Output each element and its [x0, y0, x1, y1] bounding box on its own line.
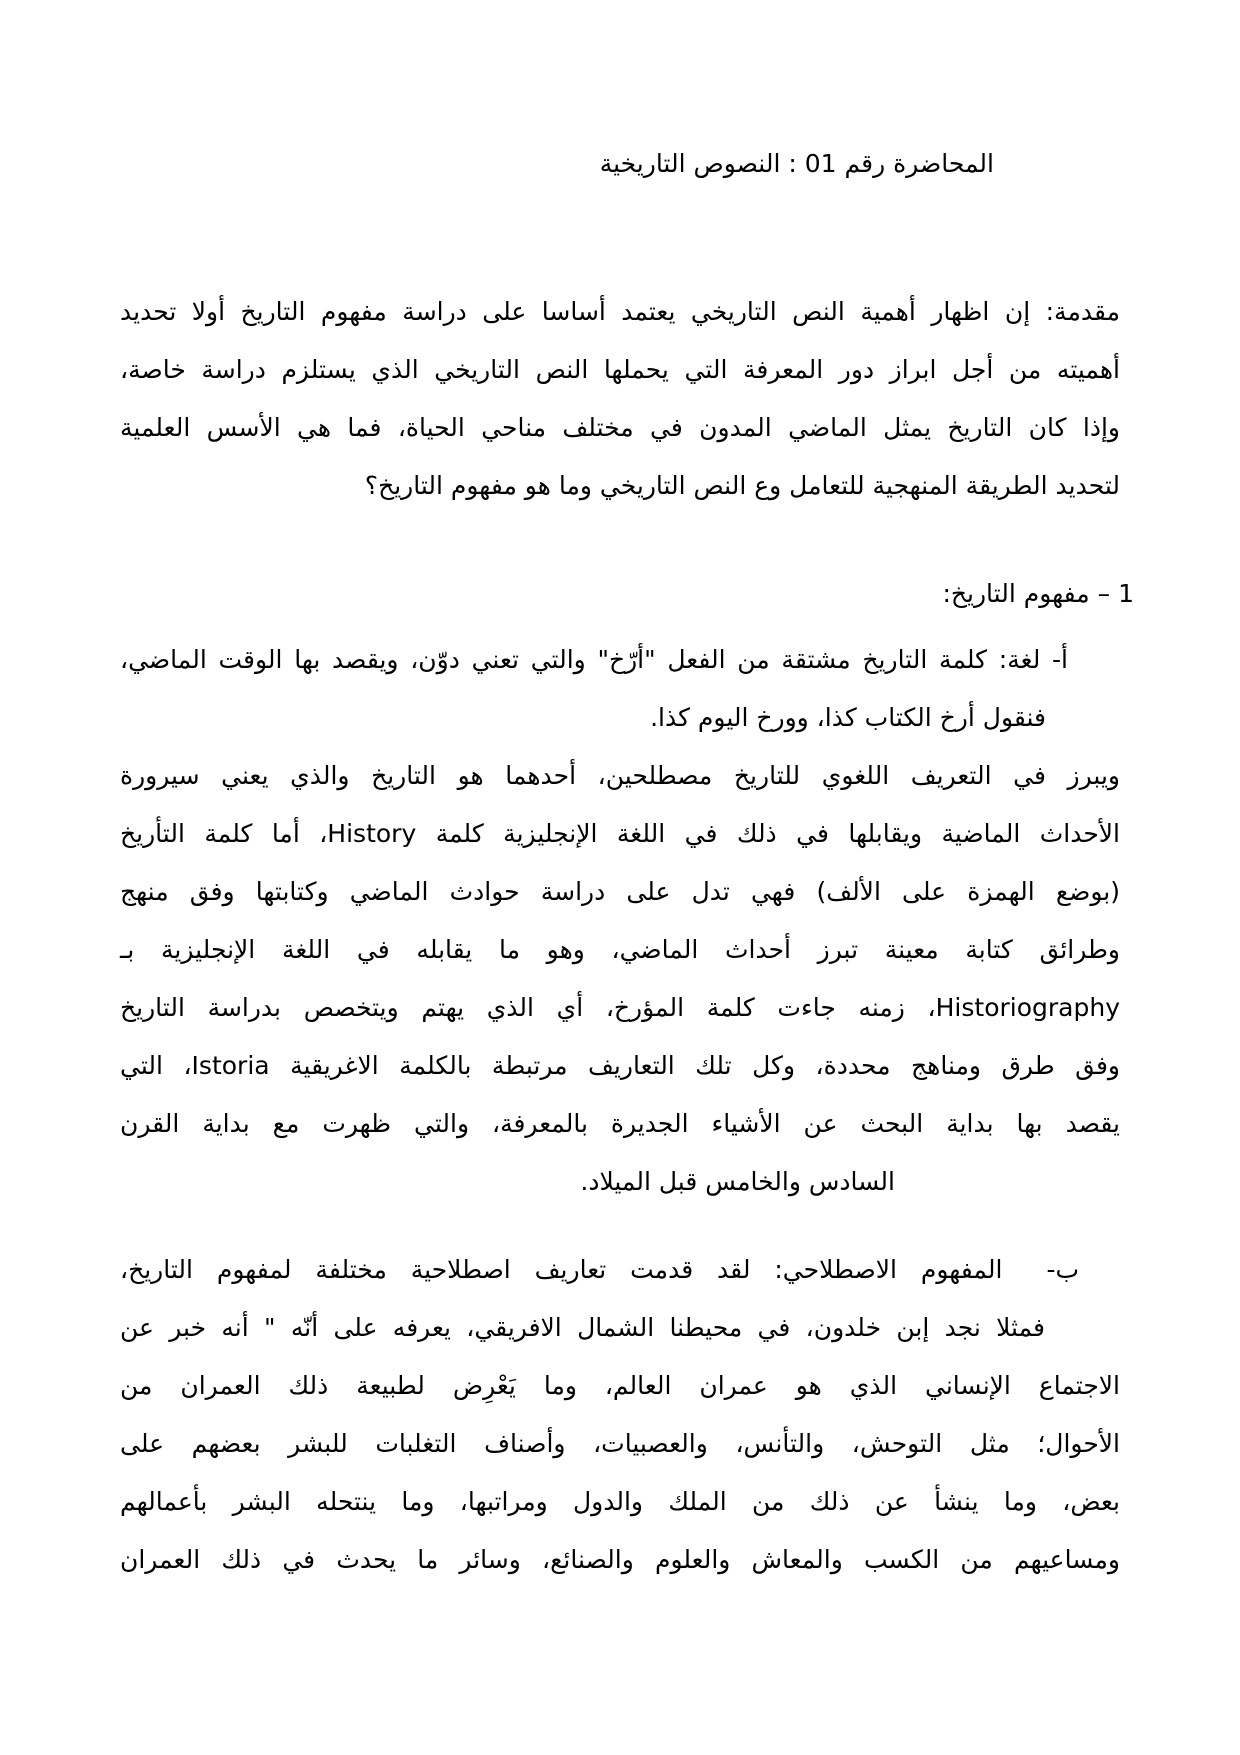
ling-line-4: وطرائق كتابة معينة تبرز أحداث الماضي، وهو ما يقابله في اللغة الإنجليزية بـ: [120, 935, 1120, 964]
page-title: المحاضرة رقم 01 : النصوص التاريخية: [599, 149, 994, 178]
item-b-line-3: الاجتماع الإنساني الذي هو عمران العالم، وما يَعْرِض لطبيعة ذلك العمران من: [120, 1371, 1120, 1400]
ling-line-6: وفق طرق ومناهج محددة، وكل تلك التعاريف مرتبطة بالكلمة الاغريقية Istoria، التي: [120, 1051, 1120, 1080]
item-b-line-6: ومساعيهم من الكسب والمعاش والعلوم والصنائع، وسائر ما يحدث في ذلك العمران: [120, 1545, 1120, 1574]
item-a-line-1: أ- لغة: كلمة التاريخ مشتقة من الفعل "أرّخ" والتي تعني دوّن، ويقصد بها الوقت الماضي،: [120, 645, 1068, 674]
item-a-definition-linguistic: [120, 631, 1120, 747]
intro-line-1: مقدمة: إن اظهار أهمية النص التاريخي يعتمد أساسا على دراسة مفهوم التاريخ أولا تحديد: [120, 297, 1120, 326]
intro-paragraph: [120, 283, 1120, 515]
item-b-definition-terminological: [120, 1241, 1120, 1589]
item-b-line-1-text: المفهوم الاصطلاحي: لقد قدمت تعاريف اصطلاحية مختلفة لمفهوم التاريخ،: [120, 1255, 1003, 1284]
ling-line-5: Historiography، زمنه جاءت كلمة المؤرخ، أي الذي يهتم ويتخصص بدراسة التاريخ: [120, 993, 1120, 1022]
item-b-line-1: [120, 1241, 1120, 1299]
item-b-marker: ب-: [1046, 1255, 1079, 1284]
ling-line-8: السادس والخامس قبل الميلاد.: [580, 1167, 895, 1196]
intro-line-3: وإذا كان التاريخ يمثل الماضي المدون في مختلف مناحي الحياة، فما هي الأسس العلمية: [120, 413, 1120, 442]
ling-line-2: الأحداث الماضية ويقابلها في ذلك في اللغة الإنجليزية كلمة History، أما كلمة التأريخ: [120, 819, 1120, 848]
ling-line-7: يقصد بها بداية البحث عن الأشياء الجديرة بالمعرفة، والتي ظهرت مع بداية القرن: [120, 1109, 1120, 1138]
ling-line-3: (بوضع الهمزة على الألف) فهي تدل على دراسة حوادث الماضي وكتابتها وفق منهج: [120, 877, 1120, 906]
item-b-line-2: فمثلا نجد إبن خلدون، في محيطنا الشمال الافريقي، يعرفه على أنّه " أنه خبر عن: [120, 1313, 1045, 1342]
item-a-line-2: فنقول أرخ الكتاب كذا، وورخ اليوم كذا.: [650, 703, 1046, 732]
item-b-line-5: بعض، وما ينشأ عن ذلك من الملك والدول ومراتبها، وما ينتحله البشر بأعمالهم: [120, 1487, 1120, 1516]
ling-line-1: ويبرز في التعريف اللغوي للتاريخ مصطلحين، أحدهما هو التاريخ والذي يعني سيرورة: [120, 761, 1120, 790]
intro-line-2: أهميته من أجل ابراز دور المعرفة التي يحملها النص التاريخي الذي يستلزم دراسة خاصة،: [120, 355, 1120, 384]
linguistic-definition-paragraph: [120, 747, 1120, 1211]
item-b-line-4: الأحوال؛ مثل التوحش، والتأنس، والعصبيات، وأصناف التغلبات للبشر بعضهم على: [120, 1429, 1120, 1458]
section-1-heading: 1 – مفهوم التاريخ:: [942, 579, 1134, 608]
intro-line-4: لتحديد الطريقة المنهجية للتعامل وع النص التاريخي وما هو مفهوم التاريخ؟: [364, 471, 1120, 500]
